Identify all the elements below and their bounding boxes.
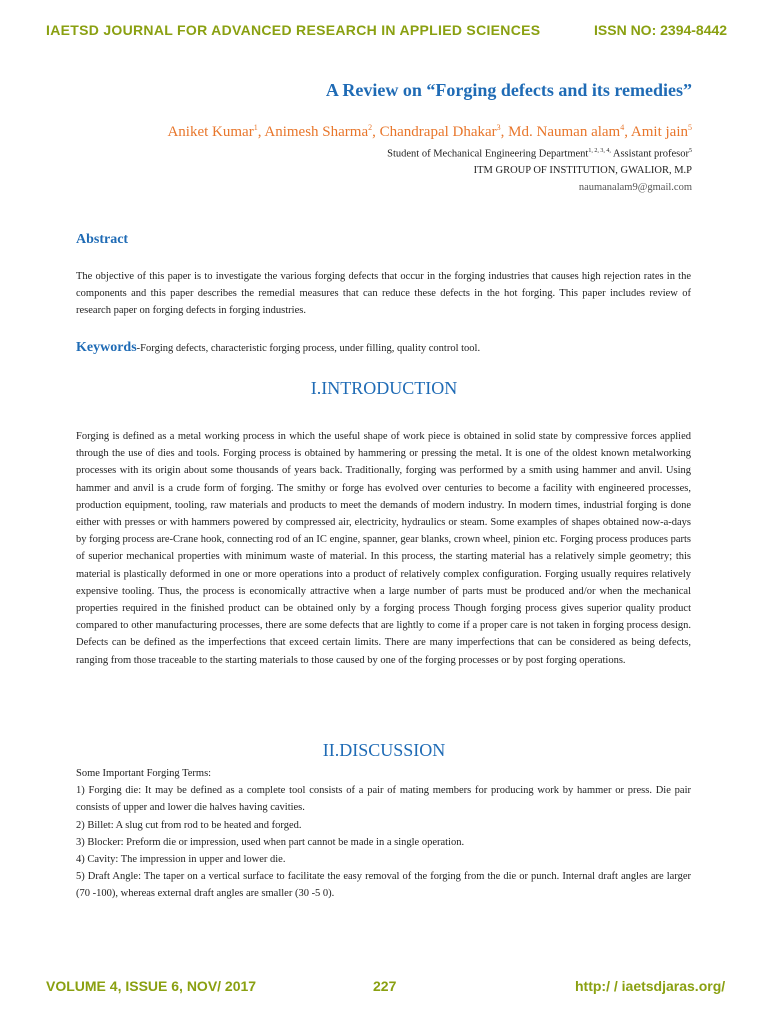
discussion-list [76, 765, 691, 903]
abstract-body: The objective of this paper is to investigate the various forging defects that occur in the forging industries that causes high rejection rates in the components and this paper describes the remedial measures that can reduce these defects in the hot forging. This paper includes review of research paper on forging defects in forging industries. [76, 271, 691, 317]
discussion-heading: II.DISCUSSION [322, 740, 446, 760]
affiliation-sup: 1, 2, 3, 4, [588, 148, 611, 154]
author-sup: 1 [253, 123, 258, 132]
abstract-heading: Abstract [76, 232, 129, 247]
footer-url[interactable]: http:/ / iaetsdjaras.org/ [575, 978, 726, 994]
affiliation-text: Student of Mechanical Engineering Department [387, 148, 589, 160]
author-sup: 5 [688, 123, 692, 132]
discussion-item: Some Important Forging Terms: [76, 768, 212, 779]
author-name: Aniket Kumar [167, 124, 254, 140]
introduction-body: Forging is defined as a metal working process in which the useful shape of work piece is obtained in solid state by compressive forces applied through the use of dies and tools. Forging process is obtained by hammering or pressing the metal. It is one of the oldest known metalworking processes with its origin about some thousands of years back. Traditionally, forging was performed by a smith using hammer and anvil. Using hammer and anvil is a crude form of forging. The smithy or forge has evolved over centuries to become a facility with engineered processes, production equipment, tooling, raw materials and products to meet the demands of modern industry. In modern times, industrial forging is done either with presses or with hammers powered by compressed air, electricity, hydraulics or steam. Some examples of shapes obtained now-a-days by forging process are-Crane hook, connecting rod of an IC engine, spanner, gear blanks, crown wheel, pinion etc. Forging process produces parts of superior mechanical properties with minimum waste of material. In this process, the starting material has a relatively simple geometry; this material is plastically deformed in one or more operations into a product of relatively complex configuration. Forging usually requires relatively expensive tooling. Thus, the process is economically attractive when a large number of parts must be produced and/or when the mechanical properties required in the finished product can be obtained only by a forging process Though forging process gives superior quality product compared to other manufacturing processes, there are some defects that are lightly to come if a proper care is not taken in forging process design. Defects can be defined as the imperfections that exceed certain limits. There are many imperfections that can be considered as being defects, ranging from those traceable to the starting materials to those caused by one of the forging processes or by post forging operations. [76, 431, 691, 666]
affiliation-sup-b: 5 [689, 148, 692, 154]
author-list: Aniket Kumar$^1$, Animesh Sharma$^2$, Chandrapal Dhakar$^3$, Md. Nauman alam$^4$, Amit jain$^5$ [167, 123, 692, 140]
keywords-text: -Forging defects, characteristic forging process, under filling, quality control tool. [136, 343, 481, 354]
paper-title: A Review on “Forging defects and its remedies” [325, 80, 692, 100]
footer-volume: VOLUME 4, ISSUE 6, NOV/ 2017 [46, 978, 257, 994]
author-name: Chandrapal Dhakar [379, 124, 497, 140]
issn-header: ISSN NO: 2394-8442 [594, 22, 728, 38]
discussion-item: 4) Cavity: The impression in upper and lower die. [76, 854, 286, 866]
author-name: Animesh Sharma [264, 124, 369, 140]
author-sup: 3 [496, 123, 501, 132]
discussion-item: 1) Forging die: It may be defined as a complete tool consists of a pair of mating members for producing work by hammer or press. Die pair consists of upper and lower die halves having cavities. [76, 785, 691, 814]
introduction-heading: I.INTRODUCTION [310, 378, 458, 398]
journal-header: IAETSD JOURNAL FOR ADVANCED RESEARCH IN APPLIED SCIENCES [46, 22, 541, 38]
discussion-item: 5) Draft Angle: The taper on a vertical surface to facilitate the easy removal of the forging from the die or punch. Internal draft angles are larger (70 -100), whereas external draft angles are smaller (30 -5 0). [76, 871, 691, 900]
affiliation-text-b: Assistant profesor [610, 148, 689, 160]
discussion-item: 3) Blocker: Preform die or impression, used when part cannot be made in a single operation. [76, 836, 465, 848]
author-name: Amit jain [630, 124, 688, 140]
affiliation-institution: ITM GROUP OF INSTITUTION, GWALIOR, M.P [473, 165, 692, 176]
footer-page-number: 227 [373, 978, 397, 994]
discussion-item: 2) Billet: A slug cut from rod to be heated and forged. [76, 819, 302, 831]
author-sup: 2 [368, 123, 373, 132]
author-name: Md. Nauman alam [508, 124, 621, 140]
keywords-label: Keywords [76, 340, 137, 355]
keywords-line [76, 340, 691, 356]
affiliation-department [0, 148, 692, 160]
author-sup: 4 [620, 123, 625, 132]
author-email: naumanalam9@gmail.com [578, 182, 692, 193]
